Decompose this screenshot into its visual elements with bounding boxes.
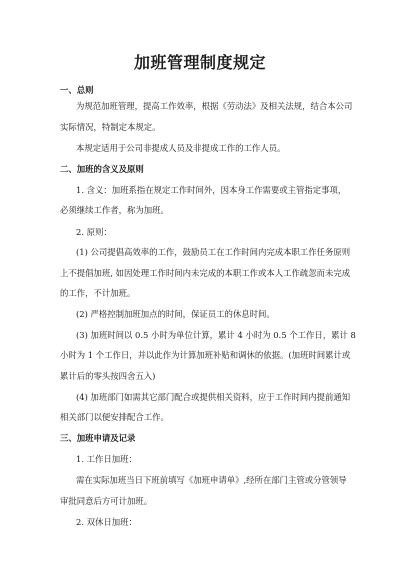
paragraph-line: 2. 双休日加班： <box>76 517 137 527</box>
section-heading: 二、加班的含义及原则 <box>60 164 144 174</box>
paragraph-line: 本规定适用于公司非提成人员及非提成工作的工作人员。 <box>76 143 286 153</box>
document-title: 加班管理制度规定 <box>133 53 266 72</box>
paragraph-line: (2) 严格控制加班加点的时间，保证员工的休息时间。 <box>76 309 275 319</box>
paragraph-line: 审批同意后方可计加班。 <box>60 496 153 506</box>
paragraph-line: (1) 公司提倡高效率的工作，鼓励员工在工作时间内完成本职工作任务原则 <box>76 247 351 257</box>
paragraph-line: 相关部门以便安排配合工作。 <box>60 412 169 422</box>
section-heading: 一、总则 <box>60 85 94 95</box>
paragraph-line: 为规范加班管理，提高工作效率，根据《劳动法》及相关法规，结合本公司 <box>76 101 353 111</box>
paragraph-line: 需在实际加班当日下班前填写《加班申请单》,经所在部门主管或分管领导 <box>76 475 347 485</box>
section-heading: 三、加班申请及记录 <box>60 433 136 443</box>
paragraph-line: 上不提倡加班, 如因处理工作时间内未完成的本职工作或本人工作疏忽而未完成 <box>60 268 351 278</box>
paragraph-line: 的工作，不计加班。 <box>60 288 136 298</box>
paragraph-line: (4) 加班部门如需其它部门配合或提供相关资料，应于工作时间内提前通知 <box>76 392 351 402</box>
paragraph-line: 1. 含义：加班系指在规定工作时间外，因本身工作需要或主管指定事项， <box>76 185 347 195</box>
paragraph-line: 2. 原则： <box>76 227 112 237</box>
paragraph-line: 累计后的零头按四舍五入) <box>60 371 156 381</box>
paragraph-line: 必须继续工作者，称为加班。 <box>60 205 169 215</box>
paragraph-line: 1. 工作日加班： <box>76 454 137 464</box>
paragraph-line: 实际情况，特制定本规定。 <box>60 122 161 132</box>
paragraph-line: (3) 加班时间以 0.5 小时为单位计算，累计 4 小时为 0.5 个工作日，累计 8 <box>76 330 356 340</box>
paragraph-line: 小时为 1 个工作日，并以此作为计算加班补贴和调休的依据。(加班时间累计或 <box>60 350 351 360</box>
